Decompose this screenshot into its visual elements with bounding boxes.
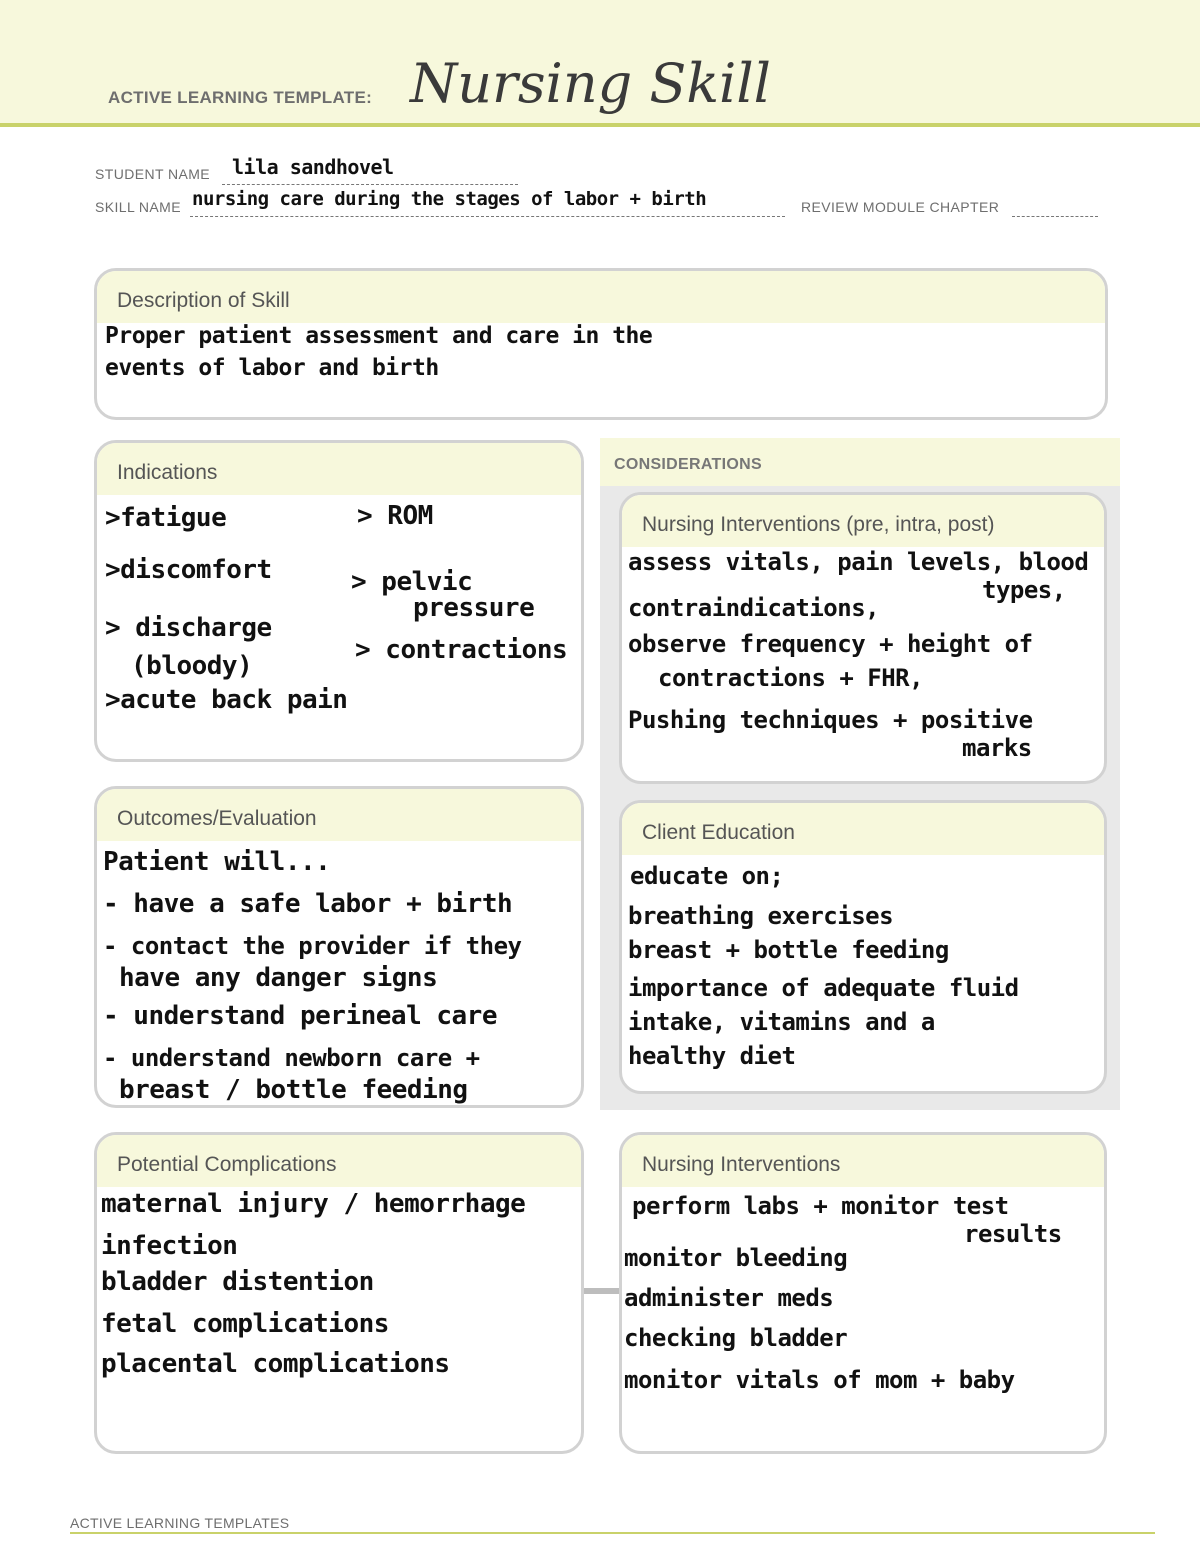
complication-line: fetal complications bbox=[101, 1309, 389, 1339]
description-line: Proper patient assessment and care in the bbox=[105, 323, 653, 349]
outcome-line: Patient will... bbox=[103, 847, 331, 877]
education-line: intake, vitamins and a bbox=[628, 1008, 935, 1036]
intervention-line: monitor bleeding bbox=[624, 1244, 848, 1272]
skill-name-value[interactable]: nursing care during the stages of labor + birth bbox=[192, 188, 707, 210]
outcome-line: - understand newborn care + bbox=[103, 1044, 480, 1072]
footer-rule bbox=[70, 1532, 1155, 1534]
outcomes-heading: Outcomes/Evaluation bbox=[97, 789, 581, 841]
intervention-line: administer meds bbox=[624, 1284, 834, 1312]
nursing-interventions-box bbox=[619, 1132, 1107, 1454]
outcome-line: - contact the provider if they bbox=[103, 932, 522, 960]
intervention-line: contractions + FHR, bbox=[658, 664, 924, 692]
indication-item: >acute back pain bbox=[105, 685, 348, 715]
skill-name-label: SKILL NAME bbox=[95, 199, 181, 215]
indication-item: > pelvic bbox=[351, 567, 473, 597]
indication-item: (bloody) bbox=[131, 651, 253, 681]
outcomes-box bbox=[94, 786, 584, 1108]
footer-text: ACTIVE LEARNING TEMPLATES bbox=[70, 1515, 290, 1531]
intervention-line: monitor vitals of mom + baby bbox=[624, 1366, 1015, 1394]
description-line: events of labor and birth bbox=[105, 355, 439, 381]
outcome-line: - understand perineal care bbox=[103, 1001, 497, 1031]
intervention-line: perform labs + monitor test bbox=[632, 1192, 1009, 1220]
review-module-label: REVIEW MODULE CHAPTER bbox=[801, 199, 1000, 215]
student-name-line bbox=[222, 184, 518, 185]
education-line: breathing exercises bbox=[628, 902, 894, 930]
indication-item: pressure bbox=[413, 593, 535, 623]
indications-box bbox=[94, 440, 584, 762]
outcome-line: breast / bottle feeding bbox=[119, 1075, 468, 1105]
complication-line: placental complications bbox=[101, 1349, 450, 1379]
outcome-line: have any danger signs bbox=[119, 963, 438, 993]
complication-line: maternal injury / hemorrhage bbox=[101, 1189, 526, 1219]
description-box bbox=[94, 268, 1108, 420]
indications-heading: Indications bbox=[97, 443, 581, 495]
education-line: healthy diet bbox=[628, 1042, 796, 1070]
template-title: Nursing Skill bbox=[410, 52, 771, 115]
indication-item: >discomfort bbox=[105, 555, 272, 585]
box-connector bbox=[584, 1288, 620, 1294]
intervention-line: observe frequency + height of bbox=[628, 630, 1033, 658]
template-label: ACTIVE LEARNING TEMPLATE: bbox=[108, 88, 373, 107]
education-line: breast + bottle feeding bbox=[628, 936, 949, 964]
intervention-line: types, bbox=[982, 576, 1066, 604]
indication-item: > contractions bbox=[355, 635, 568, 665]
complications-heading: Potential Complications bbox=[97, 1135, 581, 1187]
nursing-interventions-heading: Nursing Interventions bbox=[622, 1135, 1104, 1187]
complication-line: infection bbox=[101, 1231, 238, 1261]
indication-item: >fatigue bbox=[105, 503, 227, 533]
header-rule bbox=[0, 123, 1200, 127]
nursing-interventions-ppp-heading: Nursing Interventions (pre, intra, post) bbox=[622, 495, 1104, 547]
client-education-heading: Client Education bbox=[622, 803, 1104, 855]
education-line: importance of adequate fluid bbox=[628, 974, 1019, 1002]
review-module-line bbox=[1012, 216, 1098, 217]
complications-box bbox=[94, 1132, 584, 1454]
student-name-value[interactable]: lila sandhovel bbox=[232, 155, 394, 179]
intervention-line: contraindications, bbox=[628, 594, 880, 622]
intervention-line: checking bladder bbox=[624, 1324, 848, 1352]
intervention-line: results bbox=[964, 1220, 1062, 1248]
student-name-label: STUDENT NAME bbox=[95, 166, 210, 182]
complication-line: bladder distention bbox=[101, 1267, 374, 1297]
considerations-label: CONSIDERATIONS bbox=[614, 456, 762, 473]
intervention-line: Pushing techniques + positive bbox=[628, 706, 1033, 734]
nursing-interventions-ppp-box bbox=[619, 492, 1107, 784]
skill-name-line bbox=[190, 216, 785, 217]
indication-item: > discharge bbox=[105, 613, 272, 643]
indication-item: > ROM bbox=[357, 501, 433, 531]
outcome-line: - have a safe labor + birth bbox=[103, 889, 513, 919]
description-heading: Description of Skill bbox=[97, 271, 1105, 323]
intervention-line: marks bbox=[962, 734, 1032, 762]
client-education-box bbox=[619, 800, 1107, 1094]
intervention-line: assess vitals, pain levels, blood bbox=[628, 548, 1089, 576]
education-line: educate on; bbox=[630, 862, 784, 890]
